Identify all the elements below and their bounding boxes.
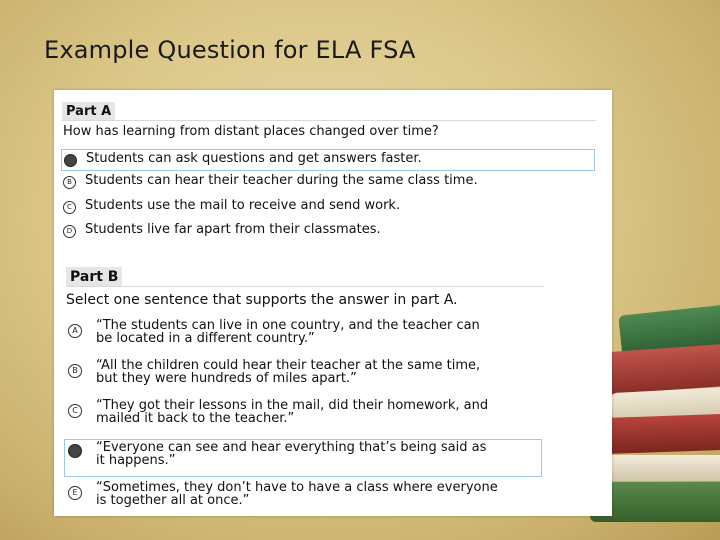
divider	[62, 120, 596, 121]
option-text	[96, 359, 480, 385]
part-b-label: Part B	[66, 267, 122, 287]
radio-bubble[interactable]: B	[68, 364, 82, 378]
question-panel	[54, 90, 612, 516]
part-a-question: How has learning from distant places changed over time?	[63, 124, 439, 139]
option-text: Students live far apart from their classmates.	[85, 222, 381, 237]
option-text: Students can ask questions and get answers faster.	[86, 151, 422, 166]
book-image	[604, 344, 720, 395]
option-text	[96, 319, 480, 345]
option-line: is together all at once.”	[96, 493, 250, 508]
option-text: Students use the mail to receive and send work.	[85, 198, 401, 213]
radio-bubble[interactable]: C	[63, 201, 76, 214]
option-line: but they were hundreds of miles apart.”	[96, 371, 357, 386]
part-b-option-c[interactable]	[68, 399, 488, 425]
part-a-option-a[interactable]	[61, 149, 595, 171]
option-text: Students can hear their teacher during the same class time.	[85, 173, 478, 188]
part-a-option-b[interactable]	[63, 174, 478, 189]
radio-bubble[interactable]: E	[68, 486, 82, 500]
radio-bubble[interactable]: D	[63, 225, 76, 238]
option-line: “They got their lessons in the mail, did their homework, and	[96, 398, 489, 413]
divider	[66, 286, 544, 287]
option-text	[96, 441, 486, 467]
part-b-option-d[interactable]	[64, 439, 542, 477]
option-text	[96, 481, 498, 507]
book-image	[594, 414, 720, 455]
option-line: “Everyone can see and hear everything that’s being said as	[96, 440, 487, 455]
radio-bubble[interactable]: B	[63, 176, 76, 189]
book-image	[600, 455, 720, 481]
slide-title: Example Question for ELA FSA	[44, 36, 416, 64]
option-line: it happens.”	[96, 453, 176, 468]
radio-bubble-selected[interactable]: D	[68, 444, 82, 458]
part-a-label: Part A	[62, 102, 115, 121]
part-b-option-a[interactable]	[68, 319, 480, 345]
part-b-question: Select one sentence that supports the answer in part A.	[66, 292, 458, 308]
option-text	[96, 399, 488, 425]
option-line: “All the children could hear their teacher at the same time,	[96, 358, 481, 373]
option-line: be located in a different country.”	[96, 331, 315, 346]
option-line: “Sometimes, they don’t have to have a class where everyone	[96, 480, 498, 495]
radio-bubble[interactable]: A	[68, 324, 82, 338]
part-b-option-b[interactable]	[68, 359, 480, 385]
part-a-option-c[interactable]	[63, 199, 400, 214]
option-line: “The students can live in one country, and the teacher can	[96, 318, 480, 333]
radio-bubble[interactable]: C	[68, 404, 82, 418]
part-b-option-e[interactable]	[68, 481, 498, 507]
part-a-option-d[interactable]	[63, 223, 381, 238]
option-line: mailed it back to the teacher.”	[96, 411, 295, 426]
radio-bubble-selected[interactable]: A	[64, 154, 77, 167]
